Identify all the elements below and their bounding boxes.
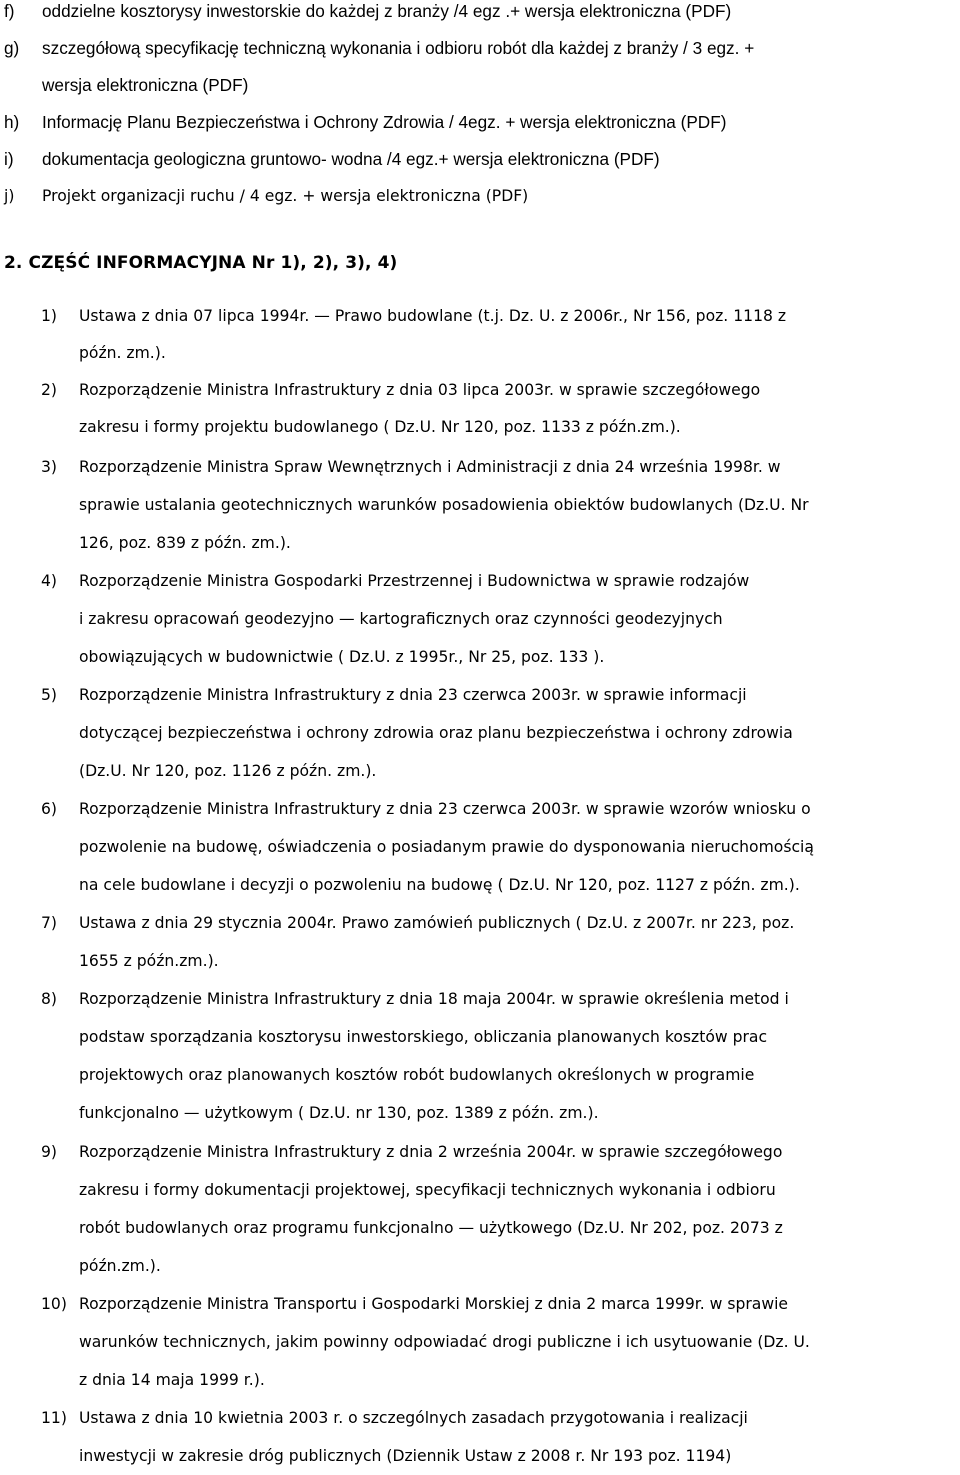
reference-line: podstaw sporządzania kosztorysu inwestorskiego, obliczania planowanych kosztów prac [79,1028,768,1046]
reference-line: Rozporządzenie Ministra Gospodarki Przestrzennej i Budownictwa w sprawie rodzajów [79,572,750,590]
reference-line: warunków technicznych, jakim powinny odpowiadać drogi publiczne i ich usytuowanie (Dz. U. [79,1333,810,1351]
reference-line: późn.zm.). [79,1257,161,1275]
section-heading: 2. CZĘŚĆ INFORMACYJNA Nr 1), 2), 3), 4) [4,253,398,273]
list-marker: g) [4,38,20,58]
reference-line: projektowych oraz planowanych kosztów robót budowlanych określonych w programie [79,1066,755,1084]
reference-number: 8) [41,990,58,1008]
list-item-text: Informację Planu Bezpieczeństwa i Ochrony Zdrowia / 4egz. + wersja elektroniczna (PDF) [42,112,727,132]
reference-number: 5) [41,686,58,704]
list-marker: h) [4,112,20,132]
reference-line: funkcjonalno — użytkowym ( Dz.U. nr 130, poz. 1389 z późn. zm.). [79,1104,599,1122]
reference-line: i zakresu opracowań geodezyjno — kartograficznych oraz czynności geodezyjnych [79,610,723,628]
reference-line: inwestycji w zakresie dróg publicznych (Dziennik Ustaw z 2008 r. Nr 193 poz. 1194) [79,1447,732,1465]
reference-line: Ustawa z dnia 10 kwietnia 2003 r. o szczególnych zasadach przygotowania i realizacji [79,1409,748,1427]
list-item-text: oddzielne kosztorysy inwestorskie do każdej z branży /4 egz .+ wersja elektroniczna (PDF) [42,1,732,21]
reference-number: 4) [41,572,58,590]
reference-line: Rozporządzenie Ministra Infrastruktury z dnia 03 lipca 2003r. w sprawie szczegółowego [79,381,761,399]
reference-line: (Dz.U. Nr 120, poz. 1126 z późn. zm.). [79,762,377,780]
reference-number: 1) [41,307,58,325]
reference-line: 1655 z późn.zm.). [79,952,219,970]
reference-line: Rozporządzenie Ministra Infrastruktury z dnia 18 maja 2004r. w sprawie określenia metod i [79,990,789,1008]
list-item-text-line-1: szczegółową specyfikację techniczną wykonania i odbioru robót dla każdej z branży / 3 egz. + [42,38,755,58]
reference-number: 2) [41,381,58,399]
list-marker: j) [4,187,15,205]
reference-line: pozwolenie na budowę, oświadczenia o posiadanym prawie do dysponowania nieruchomością [79,838,814,856]
reference-line: późn. zm.). [79,344,166,362]
reference-line: zakresu i formy projektu budowlanego ( Dz.U. Nr 120, poz. 1133 z późn.zm.). [79,418,681,436]
list-item-text: Projekt organizacji ruchu / 4 egz. + wersja elektroniczna (PDF) [42,187,529,205]
reference-number: 9) [41,1143,58,1161]
reference-line: z dnia 14 maja 1999 r.). [79,1371,265,1389]
reference-line: Rozporządzenie Ministra Infrastruktury z dnia 2 września 2004r. w sprawie szczegółowego [79,1143,783,1161]
list-marker: i) [4,149,14,169]
reference-line: Rozporządzenie Ministra Spraw Wewnętrznych i Administracji z dnia 24 września 1998r. w [79,458,781,476]
reference-line: 126, poz. 839 z późn. zm.). [79,534,291,552]
list-marker: f) [4,1,15,21]
reference-line: Rozporządzenie Ministra Infrastruktury z dnia 23 czerwca 2003r. w sprawie informacji [79,686,747,704]
reference-number: 7) [41,914,58,932]
reference-number: 6) [41,800,58,818]
reference-line: sprawie ustalania geotechnicznych warunków posadowienia obiektów budowlanych (Dz.U. Nr [79,496,809,514]
reference-number: 3) [41,458,58,476]
list-item-text: dokumentacja geologiczna gruntowo- wodna /4 egz.+ wersja elektroniczna (PDF) [42,149,660,169]
reference-line: zakresu i formy dokumentacji projektowej, specyfikacji technicznych wykonania i odbioru [79,1181,776,1199]
reference-line: Ustawa z dnia 07 lipca 1994r. — Prawo budowlane (t.j. Dz. U. z 2006r., Nr 156, poz. 1118 z [79,307,787,325]
reference-line: Rozporządzenie Ministra Infrastruktury z dnia 23 czerwca 2003r. w sprawie wzorów wniosku o [79,800,811,818]
reference-line: dotyczącej bezpieczeństwa i ochrony zdrowia oraz planu bezpieczeństwa i ochrony zdrowia [79,724,793,742]
reference-line: robót budowlanych oraz programu funkcjonalno — użytkowego (Dz.U. Nr 202, poz. 2073 z [79,1219,783,1237]
reference-line: Ustawa z dnia 29 stycznia 2004r. Prawo zamówień publicznych ( Dz.U. z 2007r. nr 223, poz. [79,914,795,932]
reference-number: 11) [41,1409,67,1427]
reference-line: obowiązujących w budownictwie ( Dz.U. z 1995r., Nr 25, poz. 133 ). [79,648,605,666]
reference-line: Rozporządzenie Ministra Transportu i Gospodarki Morskiej z dnia 2 marca 1999r. w sprawie [79,1295,789,1313]
list-item-text-line-2: wersja elektroniczna (PDF) [42,75,249,95]
reference-line: na cele budowlane i decyzji o pozwoleniu na budowę ( Dz.U. Nr 120, poz. 1127 z późn. zm.). [79,876,800,894]
reference-number: 10) [41,1295,67,1313]
